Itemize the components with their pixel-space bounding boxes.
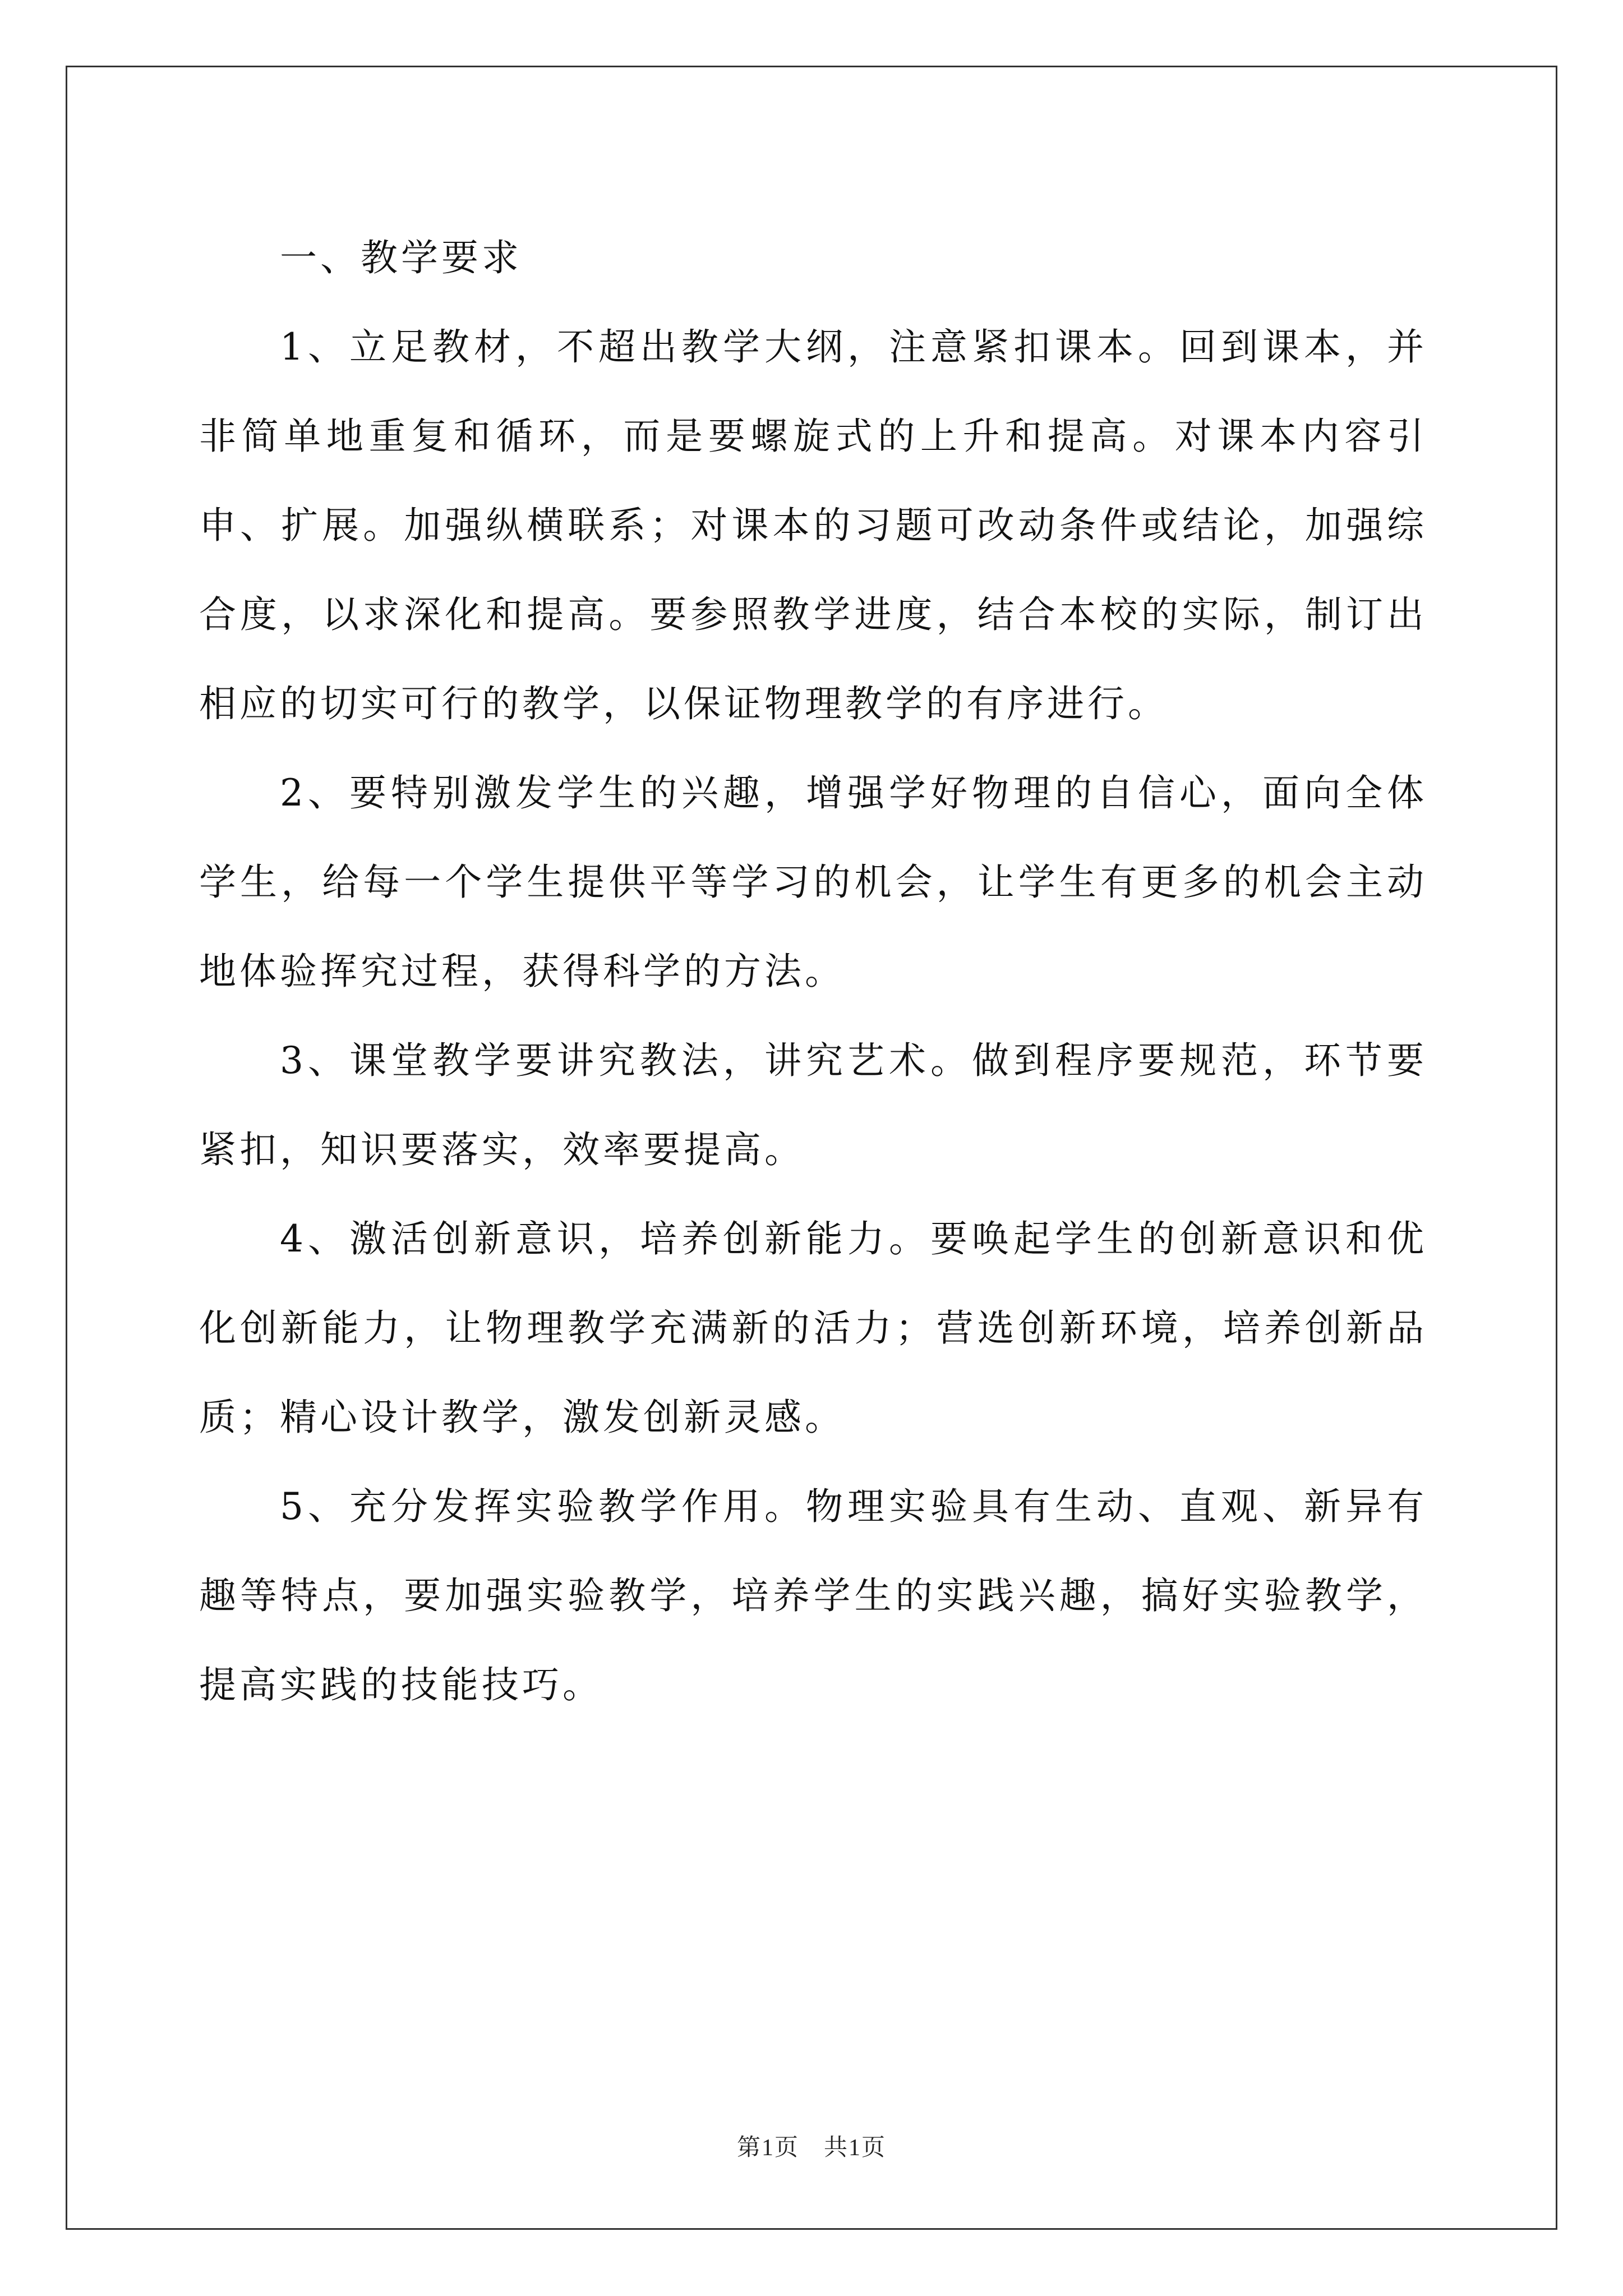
section-heading: 一、教学要求 — [280, 236, 522, 279]
paragraph-5: 5、充分发挥实验教学作用。物理实验具有生动、直观、新异有趣等特点，要加强实验教学，培养学生的实践兴趣，搞好实验教学，提高实践的技能技巧。 — [199, 1485, 1427, 1706]
paragraph-3: 3、课堂教学要讲究教法，讲究艺术。做到程序要规范，环节要紧扣，知识要落实，效率要提高。 — [199, 1039, 1427, 1171]
paragraph-4: 4、激活创新意识，培养创新能力。要唤起学生的创新意识和优化创新能力，让物理教学充满新的活力；营选创新环境，培养创新品质；精心设计教学，激发创新灵感。 — [199, 1217, 1427, 1439]
page-footer: 第1页 共1页 — [736, 2135, 886, 2161]
paragraph-2: 2、要特别激发学生的兴趣，增强学好物理的自信心，面向全体学生，给每一个学生提供平等学习的机会，让学生有更多的机会主动地体验挥究过程，获得科学的方法。 — [199, 771, 1427, 993]
document-body — [199, 213, 1427, 1729]
paragraph-1: 1、立足教材，不超出教学大纲，注意紧扣课本。回到课本，并非简单地重复和循环，而是要螺旋式的上升和提高。对课本内容引申、扩展。加强纵横联系；对课本的习题可改动条件或结论，加强综合度，以求深化和提高。要参照教学进度，结合本校的实际，制订出相应的切实可行的教学，以保证物理教学的有序进行。 — [199, 325, 1427, 725]
